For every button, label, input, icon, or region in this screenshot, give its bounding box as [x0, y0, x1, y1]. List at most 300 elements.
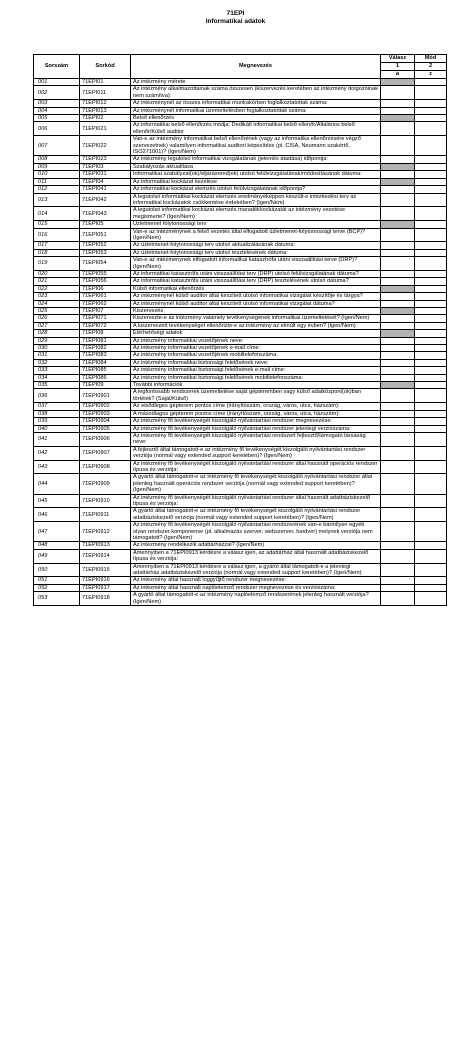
- mode-cell: [415, 86, 447, 100]
- row-number: 007: [34, 136, 80, 156]
- table-row: [34, 257, 447, 271]
- row-number: 042: [34, 446, 80, 460]
- row-code: 71EPI043: [80, 207, 131, 221]
- row-description: Kiszervezés: [131, 308, 381, 315]
- section-row: [34, 79, 447, 86]
- row-code: 71EPI086: [80, 374, 131, 381]
- answer-cell[interactable]: [381, 136, 415, 156]
- row-code: 71EPI051: [80, 228, 131, 242]
- row-description: Amennyiben a 71EPI0913 kérdésre a válasz igen, az adattárház által használt adatbáziskezelő típusa és verziója:: [131, 549, 381, 563]
- answer-cell[interactable]: [381, 446, 415, 460]
- answer-cell[interactable]: [381, 403, 415, 410]
- mode-cell: [415, 577, 447, 584]
- row-code: 71EPI03: [80, 163, 131, 170]
- row-code: 71EPI0913: [80, 542, 131, 549]
- mode-cell: [415, 193, 447, 207]
- mode-cell: [415, 410, 447, 417]
- mode-cell: [415, 285, 447, 292]
- row-description: Az intézménynél informatikai üzemeltetésben foglalkoztatottak száma:: [131, 107, 381, 114]
- table-row: [34, 374, 447, 381]
- answer-cell[interactable]: [381, 207, 415, 221]
- row-number: 038: [34, 410, 80, 417]
- mode-cell: [415, 221, 447, 228]
- table-row: [34, 563, 447, 577]
- header-col2-letter: z: [415, 71, 447, 79]
- table-row: [34, 577, 447, 584]
- answer-cell[interactable]: [381, 228, 415, 242]
- row-description: Az intézmény informatikai biztonsági felelősének mobiltelefonszáma:: [131, 374, 381, 381]
- row-description: A legfontosabb rendszerek üzemeltetése saját gépteremben vagy külső adatközpont(ok)ban történik? (Saját/Külső): [131, 389, 381, 403]
- answer-cell[interactable]: [381, 171, 415, 178]
- mode-cell: [415, 352, 447, 359]
- row-description: Az intézmény által használt loggyűjtő rendszer megnevezése:: [131, 577, 381, 584]
- row-code: 71EPI0910: [80, 494, 131, 508]
- row-description: Az intézmény legutolsó informatikai vizsgálatának (jelentés átadása) időpontja:: [131, 156, 381, 163]
- mode-cell: [415, 308, 447, 315]
- row-number: 041: [34, 432, 80, 446]
- row-description: Az üzletmenet-folytonossági terv utolsó aktualizálásának dátuma:: [131, 242, 381, 249]
- table-row: [34, 418, 447, 425]
- answer-cell[interactable]: [381, 389, 415, 403]
- row-number: 024: [34, 300, 80, 307]
- row-number: 010: [34, 171, 80, 178]
- row-code: 71EPI0908: [80, 460, 131, 474]
- answer-cell: [381, 115, 415, 122]
- row-number: 003: [34, 100, 80, 107]
- mode-cell: [415, 107, 447, 114]
- mode-cell: [415, 474, 447, 494]
- mode-cell: [415, 446, 447, 460]
- mode-cell: [415, 592, 447, 606]
- mode-cell: [415, 337, 447, 344]
- answer-cell[interactable]: [381, 100, 415, 107]
- row-description: Az elsődleges gépterem pontos címe (irányítószám, ország, város, utca, házszám):: [131, 403, 381, 410]
- row-code: 71EPI0905: [80, 425, 131, 432]
- row-code: 71EPI041: [80, 186, 131, 193]
- row-code: 71EPI082: [80, 345, 131, 352]
- row-description: Az informatikai belső ellenőrzés módja: Dedikált informatikai belső ellenőr/Általános belső ellenőr/Külső auditor: [131, 122, 381, 136]
- row-description: Az intézmény fő tevékenységét kiszolgáló nyilvántartási rendszert fejlesztő/támogató társaság neve:: [131, 432, 381, 446]
- document-title: [0, 10, 471, 26]
- row-description: A másodlagos gépterem pontos címe (irányítószám, ország, város, utca, házszám):: [131, 410, 381, 417]
- row-code: 71EPI0918: [80, 592, 131, 606]
- table-row: [34, 136, 447, 156]
- mode-cell: [415, 300, 447, 307]
- data-table: [33, 54, 447, 606]
- mode-cell: [415, 156, 447, 163]
- answer-cell[interactable]: [381, 156, 415, 163]
- mode-cell: [415, 322, 447, 329]
- row-code: 71EPI054: [80, 257, 131, 271]
- row-description: Az intézmény fő tevékenységét kiszolgáló nyilvántartási rendszer megnevezése:: [131, 418, 381, 425]
- mode-cell: [415, 549, 447, 563]
- row-description: Az intézmény mérete: [131, 79, 381, 86]
- section-row: [34, 308, 447, 315]
- row-code: 71EPI04: [80, 178, 131, 185]
- answer-cell[interactable]: [381, 359, 415, 366]
- row-description: Üzletmenet folytonossági terv: [131, 221, 381, 228]
- row-code: 71EPI0915: [80, 563, 131, 577]
- mode-cell: [415, 563, 447, 577]
- row-number: 008: [34, 156, 80, 163]
- row-description: Az intézménynél külső auditor által készített utolsó informatikai vizsgálat készítője és tárgya?: [131, 293, 381, 300]
- row-number: 012: [34, 186, 80, 193]
- row-description: Az intézmény által használt naplóelemző rendszer megnevezése és verziószáma:: [131, 584, 381, 591]
- row-code: 71EPI081: [80, 337, 131, 344]
- answer-cell[interactable]: [381, 494, 415, 508]
- mode-cell: [415, 425, 447, 432]
- row-code: 71EPI0904: [80, 418, 131, 425]
- answer-cell[interactable]: [381, 508, 415, 522]
- header-col1-num: 1: [381, 63, 415, 71]
- section-row: [34, 163, 447, 170]
- row-description: Van-e az intézmény informatikai belső ellenőrének (vagy az informatika ellenőrzésére végző szervezetnek) valamilyen informatikai auditori képesítése (pl. CISA, Neumann szakértő, ISO271001)? (Igen/Nem): [131, 136, 381, 156]
- table-row: [34, 410, 447, 417]
- row-code: 71EPI0911: [80, 508, 131, 522]
- form-title: Informatikai adatok: [205, 18, 266, 25]
- row-code: 71EPI012: [80, 100, 131, 107]
- answer-cell[interactable]: [381, 242, 415, 249]
- answer-cell[interactable]: [381, 474, 415, 494]
- answer-cell[interactable]: [381, 592, 415, 606]
- row-number: 019: [34, 257, 80, 271]
- answer-cell: [381, 221, 415, 228]
- answer-cell: [381, 382, 415, 389]
- row-code: 71EPI0914: [80, 549, 131, 563]
- section-row: [34, 115, 447, 122]
- row-number: 009: [34, 163, 80, 170]
- answer-cell[interactable]: [381, 367, 415, 374]
- answer-cell[interactable]: [381, 293, 415, 300]
- section-row: [34, 382, 447, 389]
- row-code: 71EPI02: [80, 115, 131, 122]
- answer-cell[interactable]: [381, 193, 415, 207]
- answer-cell[interactable]: [381, 549, 415, 563]
- table-row: [34, 293, 447, 300]
- mode-cell: [415, 494, 447, 508]
- table-row: [34, 337, 447, 344]
- table-row: [34, 542, 447, 549]
- row-code: 71EPI061: [80, 293, 131, 300]
- row-number: 006: [34, 122, 80, 136]
- form-code: 71EPI: [226, 10, 245, 17]
- row-code: 71EPI0912: [80, 522, 131, 542]
- answer-cell[interactable]: [381, 278, 415, 285]
- row-number: 045: [34, 494, 80, 508]
- row-number: 028: [34, 330, 80, 337]
- row-number: 039: [34, 418, 80, 425]
- mode-cell: [415, 460, 447, 474]
- row-code: 71EPI072: [80, 322, 131, 329]
- answer-cell[interactable]: [381, 577, 415, 584]
- row-description: Az intézmény informatikai vezetőjének neve:: [131, 337, 381, 344]
- row-code: 71EPI023: [80, 156, 131, 163]
- row-code: 71EPI056: [80, 278, 131, 285]
- answer-cell[interactable]: [381, 337, 415, 344]
- row-code: 71EPI021: [80, 122, 131, 136]
- mode-cell: [415, 100, 447, 107]
- row-description: Az informatikai katasztrófa utáni visszaállítási terv (DRP) tesztelésének utolsó dátuma?: [131, 278, 381, 285]
- table-row: [34, 171, 447, 178]
- row-code: 71EPI0907: [80, 446, 131, 460]
- table-row: [34, 352, 447, 359]
- row-code: 71EPI09: [80, 382, 131, 389]
- mode-cell: [415, 207, 447, 221]
- row-number: 031: [34, 352, 80, 359]
- table-row: [34, 107, 447, 114]
- row-number: 043: [34, 460, 80, 474]
- row-code: 71EPI062: [80, 300, 131, 307]
- row-number: 016: [34, 228, 80, 242]
- section-row: [34, 221, 447, 228]
- answer-cell[interactable]: [381, 584, 415, 591]
- row-code: 71EPI031: [80, 171, 131, 178]
- row-number: 032: [34, 359, 80, 366]
- mode-cell: [415, 584, 447, 591]
- row-number: 005: [34, 115, 80, 122]
- row-number: 030: [34, 345, 80, 352]
- mode-cell: [415, 508, 447, 522]
- row-description: A fejlesztő által támogatott-e az intézmény fő tevékenységét kiszolgáló nyilvántartási rendszer verziója (normál vagy extended support keretében)? (Igen/Nem): [131, 446, 381, 460]
- row-code: 71EPI071: [80, 315, 131, 322]
- answer-cell[interactable]: [381, 345, 415, 352]
- answer-cell[interactable]: [381, 425, 415, 432]
- mode-cell: [415, 122, 447, 136]
- table-row: [34, 584, 447, 591]
- answer-cell[interactable]: [381, 315, 415, 322]
- answer-cell[interactable]: [381, 418, 415, 425]
- answer-cell[interactable]: [381, 352, 415, 359]
- mode-cell: [415, 242, 447, 249]
- row-code: 71EPI0917: [80, 584, 131, 591]
- mode-cell: [415, 403, 447, 410]
- table-row: [34, 549, 447, 563]
- table-row: [34, 193, 447, 207]
- answer-cell[interactable]: [381, 542, 415, 549]
- row-number: 021: [34, 278, 80, 285]
- table-row: [34, 300, 447, 307]
- row-description: A legutolsó informatikai kockázat elemzés eredményeképpen készült-e intézkedési terv az informatikai kockázatok csökkentése érdekében? (Igen/Nem): [131, 193, 381, 207]
- row-number: 048: [34, 542, 80, 549]
- header-col1-letter: a: [381, 71, 415, 79]
- mode-cell: [415, 115, 447, 122]
- table-row: [34, 242, 447, 249]
- row-description: A kiszervezett tevékenységet ellenőrizte-e az intézmény az elmúlt egy évben? (Igen/Nem): [131, 322, 381, 329]
- row-description: Az üzletmenet-folytonossági terv utolsó tesztelésének dátuma:: [131, 249, 381, 256]
- row-code: 71EPI0916: [80, 577, 131, 584]
- answer-cell: [381, 178, 415, 185]
- section-row: [34, 178, 447, 185]
- row-description: További információk: [131, 382, 381, 389]
- row-number: 029: [34, 337, 80, 344]
- answer-cell[interactable]: [381, 186, 415, 193]
- row-number: 047: [34, 522, 80, 542]
- table-row: [34, 270, 447, 277]
- table-row: [34, 592, 447, 606]
- row-code: 71EPI0903: [80, 410, 131, 417]
- row-description: Az intézmény informatikai vezetőjének e-mail címe:: [131, 345, 381, 352]
- section-row: [34, 330, 447, 337]
- mode-cell: [415, 228, 447, 242]
- row-description: A gyártó által támogatott-e az intézmény fő tevékenységét kiszolgáló nyilvántartási rendszer által jelenleg használt operációs rendszer verziója (normál vagy extended support keretében)? (Igen/Nem): [131, 474, 381, 494]
- row-description: Belső ellenőrzés: [131, 115, 381, 122]
- table-row: [34, 186, 447, 193]
- row-number: 033: [34, 367, 80, 374]
- answer-cell[interactable]: [381, 522, 415, 542]
- row-description: Az intézménynél az összes informatikai munkakörben foglalkoztatottak száma:: [131, 100, 381, 107]
- mode-cell: [415, 359, 447, 366]
- mode-cell: [415, 79, 447, 86]
- answer-cell: [381, 308, 415, 315]
- row-code: 71EPI013: [80, 107, 131, 114]
- answer-cell: [381, 285, 415, 292]
- header-sorszam: Sorszám: [34, 55, 80, 79]
- mode-cell: [415, 389, 447, 403]
- mode-cell: [415, 432, 447, 446]
- answer-cell[interactable]: [381, 374, 415, 381]
- row-number: 036: [34, 389, 80, 403]
- mode-cell: [415, 418, 447, 425]
- section-row: [34, 285, 447, 292]
- row-code: 71EPI0901: [80, 389, 131, 403]
- row-description: Az intézmény informatikai biztonsági felelősének e-mail címe:: [131, 367, 381, 374]
- row-code: 71EPI05: [80, 221, 131, 228]
- row-description: Külső informatikai ellenőrzés: [131, 285, 381, 292]
- answer-cell[interactable]: [381, 563, 415, 577]
- table-row: [34, 474, 447, 494]
- table-row: [34, 156, 447, 163]
- row-description: Az intézmény rendelkezik adattárházzal? (Igen/Nem): [131, 542, 381, 549]
- row-number: 002: [34, 86, 80, 100]
- row-number: 044: [34, 474, 80, 494]
- table-row: [34, 359, 447, 366]
- row-number: 014: [34, 207, 80, 221]
- row-description: Szabályozás aktualitása: [131, 163, 381, 170]
- row-number: 034: [34, 374, 80, 381]
- mode-cell: [415, 178, 447, 185]
- mode-cell: [415, 249, 447, 256]
- table-row: [34, 389, 447, 403]
- row-number: 013: [34, 193, 80, 207]
- table-row: [34, 322, 447, 329]
- row-code: 71EPI053: [80, 249, 131, 256]
- mode-cell: [415, 374, 447, 381]
- table-row: [34, 508, 447, 522]
- table-row: [34, 403, 447, 410]
- answer-cell[interactable]: [381, 460, 415, 474]
- row-number: 023: [34, 293, 80, 300]
- row-code: 71EPI084: [80, 359, 131, 366]
- row-description: Az intézmény fő tevékenységét kiszolgáló nyilvántartási rendszerének van-e bármilyen egyéb olyan rendszer komponense (pl. alkalmazás szerver, webszerver, hardver) melynek verziója nem támogatott? (Igen/Nem): [131, 522, 381, 542]
- row-number: 017: [34, 242, 80, 249]
- table-row: [34, 367, 447, 374]
- answer-cell[interactable]: [381, 122, 415, 136]
- table-row: [34, 494, 447, 508]
- answer-cell[interactable]: [381, 86, 415, 100]
- row-description: Az informatikai kockázat kezelése: [131, 178, 381, 185]
- row-number: 053: [34, 592, 80, 606]
- row-code: 71EPI042: [80, 193, 131, 207]
- mode-cell: [415, 136, 447, 156]
- header-valasz: Válasz: [381, 55, 415, 63]
- row-number: 001: [34, 79, 80, 86]
- table-row: [34, 86, 447, 100]
- row-number: 051: [34, 577, 80, 584]
- row-description: Az informatikai kockázat elemzés utolsó felülvizsgálatának időpontja?: [131, 186, 381, 193]
- mode-cell: [415, 257, 447, 271]
- answer-cell[interactable]: [381, 410, 415, 417]
- answer-cell[interactable]: [381, 432, 415, 446]
- row-number: 022: [34, 285, 80, 292]
- table-row: [34, 460, 447, 474]
- header-megnevezes: Megnevezés: [131, 55, 381, 79]
- row-description: A legutolsó informatikai kockázat elemzés maradékkockázatát az intézmény vezetése megismerte? (Igen/Nem): [131, 207, 381, 221]
- row-description: Informatikai szabályzat(ok)/eljárásrend(ek) utolsó felülvizsgálatának/módosításának dátuma:: [131, 171, 381, 178]
- row-number: 018: [34, 249, 80, 256]
- row-number: 020: [34, 270, 80, 277]
- row-code: 71EPI052: [80, 242, 131, 249]
- mode-cell: [415, 278, 447, 285]
- table-row: [34, 446, 447, 460]
- mode-cell: [415, 367, 447, 374]
- table-row: [34, 278, 447, 285]
- row-description: A gyártó által támogatott-e az intézmény fő tevékenységét kiszolgáló nyilvántartási rendszer adatbáziskezelő verziója (normál vagy extended support keretében)? (Igen/Nem): [131, 508, 381, 522]
- row-description: Az informatikai katasztrófa utáni visszaállítási terv (DRP) utolsó felülvizsgálatának dátuma?: [131, 270, 381, 277]
- mode-cell: [415, 186, 447, 193]
- row-description: Az intézménynél külső auditor által készített utolsó informatikai vizsgálat dátuma?: [131, 300, 381, 307]
- mode-cell: [415, 345, 447, 352]
- row-number: 004: [34, 107, 80, 114]
- row-code: 71EPI085: [80, 367, 131, 374]
- row-code: 71EPI0909: [80, 474, 131, 494]
- answer-cell[interactable]: [381, 107, 415, 114]
- answer-cell[interactable]: [381, 270, 415, 277]
- row-description: A gyártó által támogatott-e az intézmény naplóelemző rendszerének jelenleg használt verziója? (Igen/Nem): [131, 592, 381, 606]
- table-row: [34, 522, 447, 542]
- answer-cell: [381, 163, 415, 170]
- row-description: Kiszervezte-e az intézmény valamely tevékenységének informatikai üzemeltetését? (Igen/Nem): [131, 315, 381, 322]
- row-code: 71EPI0902: [80, 403, 131, 410]
- row-description: Van-e az intézménynek a felső vezetés által elfogadott üzletmenet-folytonossági terve (BCP)? (Igen/Nem): [131, 228, 381, 242]
- row-description: Az intézmény fő tevékenységét kiszolgáló nyilvántartási rendszer jelenlegi verziószáma:: [131, 425, 381, 432]
- row-description: Az intézmény fő tevékenységét kiszolgáló nyilvántartási rendszer által használt adatbáziskezelő típusa és verziója:: [131, 494, 381, 508]
- answer-cell[interactable]: [381, 322, 415, 329]
- table-row: [34, 345, 447, 352]
- row-description: Az intézmény alkalmazottainak száma összesen (kiszervezés keretében az intézmény dolgozóinak nem számítva):: [131, 86, 381, 100]
- table-row: [34, 228, 447, 242]
- row-number: 015: [34, 221, 80, 228]
- row-number: 049: [34, 549, 80, 563]
- row-number: 050: [34, 563, 80, 577]
- answer-cell[interactable]: [381, 249, 415, 256]
- answer-cell: [381, 79, 415, 86]
- row-number: 046: [34, 508, 80, 522]
- row-number: 052: [34, 584, 80, 591]
- row-code: 71EPI07: [80, 308, 131, 315]
- mode-cell: [415, 163, 447, 170]
- row-number: 040: [34, 425, 80, 432]
- mode-cell: [415, 522, 447, 542]
- table-row: [34, 432, 447, 446]
- answer-cell[interactable]: [381, 257, 415, 271]
- row-number: 011: [34, 178, 80, 185]
- mode-cell: [415, 315, 447, 322]
- table-row: [34, 207, 447, 221]
- row-number: 026: [34, 315, 80, 322]
- row-description: Elérhetőségi adatok: [131, 330, 381, 337]
- row-code: 71EPI0906: [80, 432, 131, 446]
- answer-cell[interactable]: [381, 300, 415, 307]
